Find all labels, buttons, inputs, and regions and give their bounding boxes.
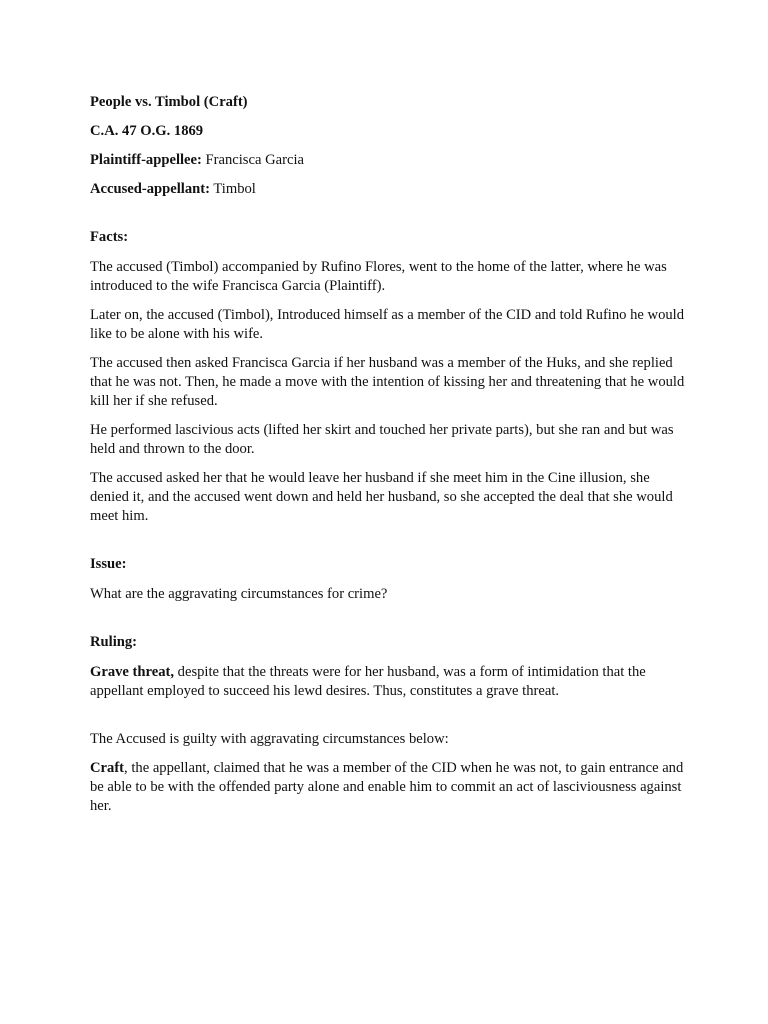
craft-paragraph <box>90 759 688 816</box>
facts-heading: Facts: <box>90 229 129 245</box>
plaintiff-label: Plaintiff-appellee: <box>90 152 202 168</box>
facts-paragraph: The accused then asked Francisca Garcia if her husband was a member of the Huks, and she replied that he was not. Then, he made a move with the intention of kissing her and threatening that he would kill her if she refused. <box>90 355 685 409</box>
issue-heading: Issue: <box>90 556 127 572</box>
facts-paragraph: He performed lascivious acts (lifted her skirt and touched her private parts), but she ran and but was held and thrown to the door. <box>90 422 674 457</box>
facts-paragraph: Later on, the accused (Timbol), Introduced himself as a member of the CID and told Rufino he would like to be alone with his wife. <box>90 307 685 342</box>
issue-text: What are the aggravating circumstances for crime? <box>90 586 388 602</box>
craft-term: Craft <box>90 760 125 776</box>
ruling-heading: Ruling: <box>90 634 138 650</box>
document-body <box>90 93 688 826</box>
accused-label: Accused-appellant: <box>90 181 210 197</box>
case-title: People vs. Timbol (Craft) <box>90 94 248 110</box>
grave-threat-paragraph <box>90 663 688 701</box>
plaintiff-value: Francisca Garcia <box>201 152 304 168</box>
facts-paragraph: The accused (Timbol) accompanied by Rufino Flores, went to the home of the latter, where he was introduced to the wife Francisca Garcia (Plaintiff). <box>90 259 667 294</box>
grave-threat-term: Grave threat, <box>90 664 175 680</box>
facts-paragraph: The accused asked her that he would leave her husband if she meet him in the Cine illusion, she denied it, and the accused went down and held her husband, so she accepted the deal that she would meet him. <box>90 470 673 524</box>
craft-text: , the appellant, claimed that he was a member of the CID when he was not, to gain entrance and be able to be with the offended party alone and enable him to commit an act of lasciviousness against her. <box>90 760 684 814</box>
accused-line <box>90 180 688 199</box>
plaintiff-line <box>90 151 688 170</box>
guilty-statement: The Accused is guilty with aggravating circumstances below: <box>90 731 449 747</box>
accused-value: Timbol <box>210 181 256 197</box>
case-citation: C.A. 47 O.G. 1869 <box>90 123 204 139</box>
grave-threat-text: despite that the threats were for her husband, was a form of intimidation that the appellant employed to succeed his lewd desires. Thus, constitutes a grave threat. <box>90 664 646 699</box>
